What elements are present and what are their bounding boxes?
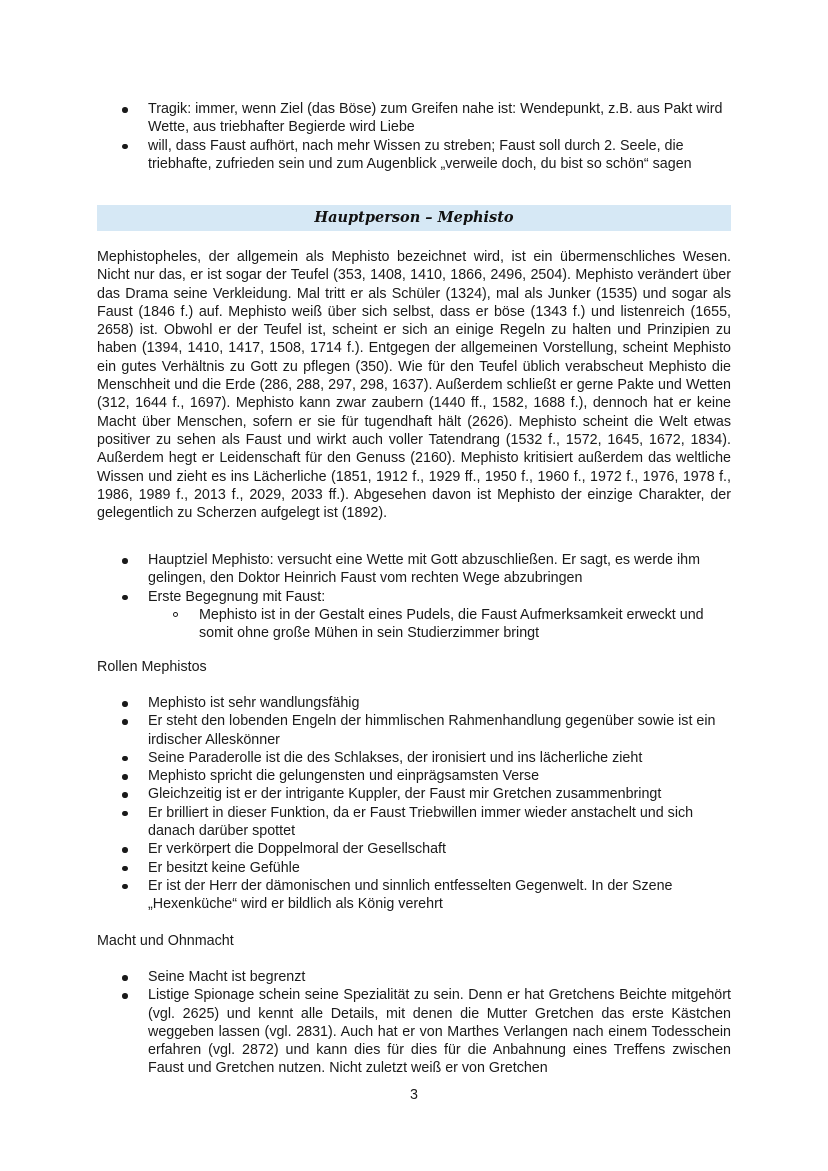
section-heading: Hauptperson – Mephisto [314,209,514,226]
list-item: Er steht den lobenden Engeln der himmlischen Rahmenhandlung gegenüber sowie ist ein irdischer Alleskönner [97,712,731,749]
page-number: 3 [410,1087,418,1103]
main-bullet-list [97,551,731,642]
power-bullet-list [97,968,731,1078]
list-item: Gleichzeitig ist er der intrigante Kuppler, der Faust mir Gretchen zusammenbringt [97,785,731,803]
list-item: Mephisto spricht die gelungensten und einprägsamsten Verse [97,767,731,785]
list-item: Mephisto ist sehr wandlungsfähig [97,694,731,712]
list-item: Tragik: immer, wenn Ziel (das Böse) zum Greifen nahe ist: Wendepunkt, z.B. aus Pakt wird Wette, aus triebhafter Begierde wird Liebe [97,100,731,137]
list-item: Hauptziel Mephisto: versucht eine Wette mit Gott abzuschließen. Er sagt, es werde ihm gelingen, den Doktor Heinrich Faust vom rechten Wege abzubringen [97,551,731,588]
roles-bullet-list [97,694,731,914]
list-item: will, dass Faust aufhört, nach mehr Wissen zu streben; Faust soll durch 2. Seele, die triebhafte, zufrieden sein und zum Augenblick „verweile doch, du bist so schön“ sagen [97,137,731,174]
list-item: Er besitzt keine Gefühle [97,859,731,877]
roles-label: Rollen Mephistos [97,659,207,675]
list-item: Er verkörpert die Doppelmoral der Gesellschaft [97,840,731,858]
list-item: Listige Spionage schein seine Spezialität zu sein. Denn er hat Gretchens Beichte mitgehört (vgl. 2625) und kennt alle Details, mit denen die Mutter Gretchen das erste Kästchen weggeben lassen (vgl. 2831). Auch hat er von Marthes Verlangen nach einem Todesschein erfahren (vgl. 2872) und kann dies für dies für die Anbahnung eines Treffens zwischen Faust und Gretchen nutzen. Nicht zuletzt weiß er von Gretchen [97,986,731,1077]
list-item: Seine Macht ist begrenzt [97,968,731,986]
intro-paragraph: Mephistopheles, der allgemein als Mephisto bezeichnet wird, ist ein übermenschliches Wesen. Nicht nur das, er ist sogar der Teufel (353, 1408, 1410, 1866, 2496, 2504). Mephisto verändert über das Drama seine Verkleidung. Mal tritt er als Schüler (1324), mal als Junker (1535) und sogar als Faust (1846 f.) auf. Mephisto weiß über sich selbst, dass er böse (1343 f.) und listenreich (1655, 2658) ist. Obwohl er der Teufel ist, scheint er sich an einige Regeln zu halten und Prinzipien zu haben (1394, 1410, 1417, 1508, 1714 f.). Entgegen der allgemeinen Vorstellung, scheint Mephisto ein gutes Verhältnis zu Gott zu pflegen (350). Wie für den Teufel üblich verabscheut Mephisto die Menschheit und die Erde (286, 288, 297, 298, 1637). Außerdem schließt er gerne Pakte und Wetten (312, 1644 f., 1697). Mephisto kann zwar zaubern (1440 ff., 1582, 1688 f.), dennoch hat er keine Macht über Menschen, sofern er sie für tugendhaft hält (2626). Mephisto scheint die Welt etwas positiver zu sehen als Faust und wirkt auch voller Tatendrang (1532 f., 1572, 1645, 1672, 1834). Außerdem hegt er Leidenschaft für den Genuss (2160). Mephisto kritisiert außerdem das weltliche Wissen und zieht es ins Lächerliche (1851, 1912 f., 1929 ff., 1950 f., 1960 f., 1972 f., 1976, 1978 f., 1986, 1989 f., 2013 f., 2029, 2033 ff.). Abgesehen davon ist Mephisto der einzige Charakter, der gelegentlich zu Scherzen aufgelegt ist (1892). [97,249,731,522]
list-item: Er ist der Herr der dämonischen und sinnlich entfesselten Gegenwelt. In der Szene „Hexenküche“ wird er bildlich als König verehrt [97,877,731,914]
power-label: Macht und Ohnmacht [97,933,234,949]
list-item: Erste Begegnung mit Faust: [97,588,731,606]
section-heading-bar [97,205,731,231]
sub-list-item: Mephisto ist in der Gestalt eines Pudels, die Faust Aufmerksamkeit erweckt und somit ohne große Mühen in sein Studierzimmer bringt [97,606,731,643]
list-item: Er brilliert in dieser Funktion, da er Faust Triebwillen immer wieder anstachelt und sich danach darüber spottet [97,804,731,841]
top-bullet-list [97,100,731,173]
list-item: Seine Paraderolle ist die des Schlakses, der ironisiert und ins lächerliche zieht [97,749,731,767]
